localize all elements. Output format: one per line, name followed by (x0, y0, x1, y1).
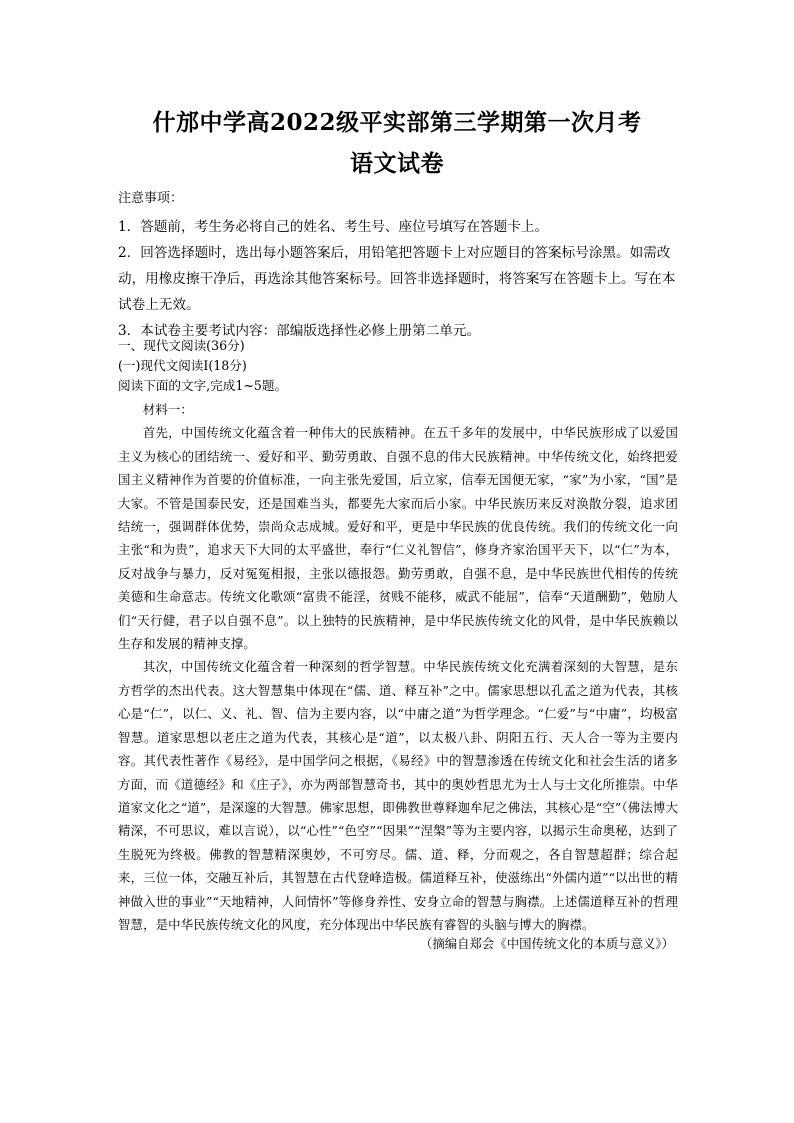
section-header (118, 336, 678, 396)
reading-material (118, 398, 678, 936)
exam-subject-title: 语文试卷 (350, 150, 444, 177)
section-part: 一、现代文阅读(36分) (118, 338, 245, 353)
material-paragraph: 首先，中国传统文化蕴含着一种伟大的民族精神。在五千多年的发展中，中华民族形成了以爱国主义为核心的团结统一、爱好和平、勤劳勇敢、自强不息的伟大民族精神。中华传统文化，始终把爱国主义精神作为首要的价值标准，一向主张先爱国，后立家，信奉无国便无家，“家”为小家，“国”是大家。不管是国泰民安，还是国难当头，都要先大家而后小家。中华民族历来反对涣散分裂，追求团结统一，强调群体优势，崇尚众志成城。爱好和平，更是中华民族的优良传统。我们的传统文化一向主张“和为贵”，追求天下大同的太平盛世，奉行“仁义礼智信”，修身齐家治国平天下，以“仁”为本，反对战争与暴力，反对冤冤相报，主张以德报怨。勤劳勇敢，自强不息，是中华民族世代相传的传统美德和生命意志。传统文化歌颂“富贵不能淫，贫贱不能移，威武不能屈”，信奉“天道酬勤”，勉励人们“天行健，君子以自强不息”。以上独特的民族精神，是中华民族传统文化的风骨，是中华民族赖以生存和发展的精神支撑。 (118, 425, 678, 652)
section-instruction: 阅读下面的文字,完成1~5题。 (118, 378, 288, 393)
notes-item: 1．答题前，考生务必将自己的姓名、考生号、座位号填写在答题卡上。 (118, 219, 549, 235)
material-label: 材料一： (142, 402, 193, 417)
exam-title: 什邡中学高2022级平实部第三学期第一次月考 (152, 109, 642, 136)
notes-item: 2．回答选择题时，选出每小题答案后，用铅笔把答题卡上对应题目的答案标号涂黑。如需改动，用橡皮擦干净后，再选涂其他答案标号。回答非选择题时，将答案写在答题卡上。写在本试卷上无效。 (118, 245, 676, 313)
section-sub: (一)现代文阅读Ⅰ(18分) (118, 358, 247, 373)
notes-heading: 注意事项： (118, 191, 184, 206)
material-source: （摘编自郑会《中国传统文化的本质与意义》） (419, 936, 674, 951)
exam-notes (118, 186, 678, 344)
notes-item: 3．本试卷主要考试内容：部编版选择性必修上册第二单元。 (118, 323, 481, 339)
material-paragraph: 其次，中国传统文化蕴含着一种深刻的哲学智慧。中华民族传统文化充满着深刻的大智慧，是东方哲学的杰出代表。这大智慧集中体现在“儒、道、释互补”之中。儒家思想以孔孟之道为代表，其核心是“仁”，以仁、义、礼、智、信为主要内容，以“中庸之道”为哲学理念。“仁爱”与“中庸”，均极富智慧。道家思想以老庄之道为代表，其核心是“道”，以太极八卦、阴阳五行、天人合一等为主要内容。其代表性著作《易经》，是中国学问之根据，《易经》中的智慧渗透在传统文化和社会生活的诸多方面，而《道德经》和《庄子》，亦为两部智慧奇书，其中的奥妙哲思尤为士人与士文化所推崇。中华道家文化之“道”，是深邃的大智慧。佛家思想，即佛教世尊释迦牟尼之佛法，其核心是“空”（佛法博大精深，不可思议，难以言说），以“心性”“色空”“因果”“涅槃”等为主要内容，以揭示生命奥秘，达到了生脱死为终极。佛教的智慧精深奥妙，不可穷尽。儒、道、释，分而观之，各自智慧超群；综合起来，三位一体，交融互补后，其智慧在古代登峰造极。儒道释互补，使滋练出“外儒内道”“以出世的精神做入世的事业”“天地精神，人间情怀”等修身养性、安身立命的智慧与胸襟。上述儒道释互补的哲理智慧，是中华民族传统文化的风度，充分体现出中华民族有睿智的头脑与博大的胸襟。 (118, 659, 678, 932)
